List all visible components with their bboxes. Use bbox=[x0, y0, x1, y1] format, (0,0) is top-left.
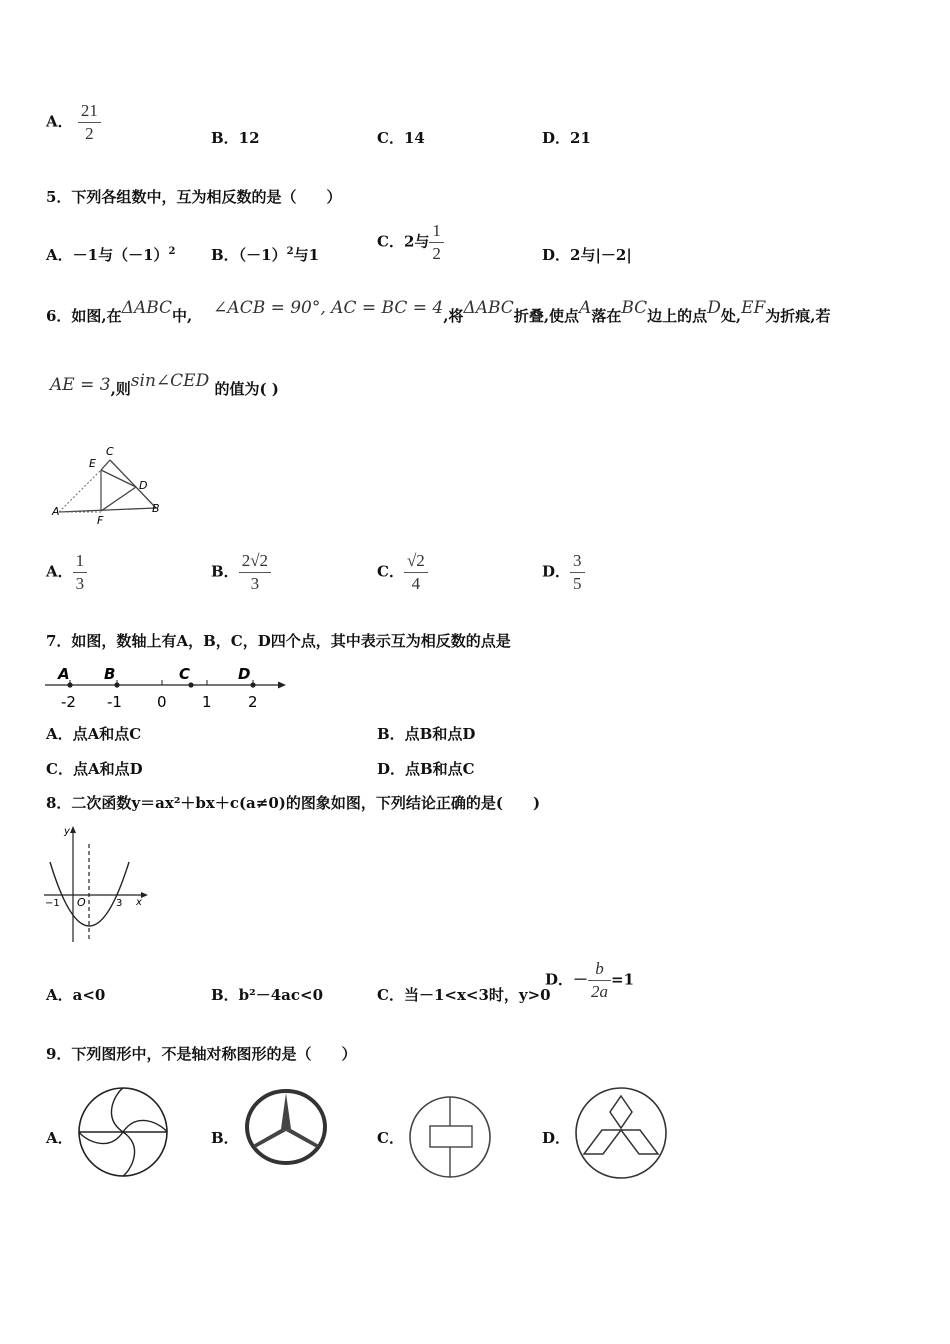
q8-option-c: C．当－1<x<3时，y>0 bbox=[377, 986, 551, 1004]
q6-math: ΔABC bbox=[121, 298, 173, 318]
q6-stem-line2 bbox=[50, 371, 279, 399]
q9-figure-d bbox=[572, 1084, 670, 1182]
q6-option-a-fraction bbox=[73, 550, 88, 595]
tick-label: -1 bbox=[107, 693, 122, 711]
q6-text: ,将 bbox=[443, 307, 464, 325]
point-d-label: D bbox=[238, 665, 251, 683]
q6-math: sin∠CED bbox=[130, 371, 210, 391]
q6-stem-line1 bbox=[46, 298, 831, 326]
q5-option-a bbox=[46, 244, 175, 265]
q4-option-b: B．12 bbox=[211, 129, 260, 147]
q5-option-a-text: A．－1与（－1） bbox=[46, 246, 169, 264]
q9-option-c-label: C． bbox=[377, 1129, 404, 1147]
q6-text: 折叠,使点 bbox=[513, 307, 580, 325]
tick-label: 0 bbox=[157, 693, 167, 711]
q6-text: 中, bbox=[172, 307, 193, 325]
q8-stem: 8．二次函数y＝ax²＋bx＋c(a≠0)的图象如图，下列结论正确的是( ) bbox=[46, 794, 541, 812]
tick-3: 3 bbox=[116, 898, 123, 909]
q6-option-b bbox=[211, 550, 271, 595]
q5-option-c bbox=[377, 220, 444, 265]
q6-text: 的值为( ) bbox=[214, 380, 279, 398]
q6-option-d-label: D． bbox=[542, 562, 571, 581]
q9-figure-c bbox=[406, 1093, 494, 1181]
origin-label: O bbox=[77, 896, 86, 909]
q5-option-c-text: C．2与 bbox=[377, 232, 430, 251]
y-axis-label: y bbox=[64, 826, 70, 837]
q7-option-c: C．点A和点D bbox=[46, 760, 143, 778]
q6-text: 处, bbox=[720, 307, 742, 325]
denominator: 5 bbox=[573, 574, 582, 593]
q6-text: 边上的点 bbox=[647, 307, 708, 325]
denominator: 3 bbox=[75, 574, 85, 593]
q4-option-a-label: A． bbox=[46, 112, 73, 131]
tick-label: 1 bbox=[202, 693, 212, 711]
q9-figure-b bbox=[243, 1087, 329, 1167]
tick-label: 2 bbox=[248, 693, 258, 711]
label-b: B bbox=[152, 502, 160, 515]
q6-text: ,则 bbox=[110, 380, 131, 398]
q6-math: A bbox=[579, 298, 592, 318]
q4-option-a-fraction bbox=[78, 100, 101, 145]
label-c: C bbox=[106, 445, 114, 458]
q8-option-d-label: D．－ bbox=[545, 970, 589, 989]
q6-math: EF bbox=[741, 298, 766, 318]
label-a: A bbox=[52, 505, 60, 518]
q7-number-line bbox=[40, 660, 300, 712]
q6-math: ΔABC bbox=[463, 298, 514, 318]
denominator: 3 bbox=[250, 574, 260, 593]
q6-option-d-fraction bbox=[570, 550, 585, 595]
q7-stem: 7．如图，数轴上有A，B，C，D四个点，其中表示互为相反数的点是 bbox=[46, 632, 511, 650]
numerator: b bbox=[588, 958, 611, 981]
q4-option-c: C．14 bbox=[377, 129, 425, 147]
q5-option-b-sup: 2 bbox=[286, 246, 294, 257]
numerator: 2√2 bbox=[239, 550, 271, 573]
numerator: √2 bbox=[404, 550, 428, 573]
q6-text: 为折痕,若 bbox=[765, 307, 831, 325]
denominator: 2a bbox=[591, 982, 609, 1001]
label-d: D bbox=[139, 479, 148, 492]
q6-option-c-fraction bbox=[404, 550, 428, 595]
x-axis-label: x bbox=[136, 897, 142, 908]
q6-option-a-label: A． bbox=[46, 562, 73, 581]
q6-math: BC bbox=[621, 298, 648, 318]
q7-option-b: B．点B和点D bbox=[377, 725, 476, 743]
q9-stem: 9．下列图形中，不是轴对称图形的是（ ） bbox=[46, 1045, 357, 1063]
denominator: 4 bbox=[411, 574, 421, 593]
q8-parabola-graph bbox=[40, 820, 160, 950]
tick-label: -2 bbox=[61, 693, 76, 711]
q5-option-c-fraction bbox=[429, 220, 444, 265]
q5-option-b-tail: 与1 bbox=[293, 246, 320, 264]
q6-math: AE = 3 bbox=[50, 375, 111, 395]
q8-option-d bbox=[545, 958, 634, 1003]
q5-option-b bbox=[211, 244, 319, 265]
point-b-label: B bbox=[104, 665, 116, 683]
denominator: 2 bbox=[85, 124, 94, 143]
q8-option-b: B．b²－4ac<0 bbox=[211, 986, 324, 1004]
q8-option-d-tail: =1 bbox=[611, 970, 635, 989]
q6-triangle-figure bbox=[44, 440, 174, 530]
q8-option-a: A．a<0 bbox=[46, 986, 106, 1004]
q6-option-c bbox=[377, 550, 428, 595]
q9-option-b-label: B． bbox=[211, 1129, 239, 1147]
q6-math: D bbox=[707, 298, 721, 318]
q6-option-a bbox=[46, 550, 87, 595]
q6-text: 落在 bbox=[591, 307, 622, 325]
q5-stem: 5．下列各组数中，互为相反数的是（ ） bbox=[46, 188, 342, 206]
q6-option-b-label: B． bbox=[211, 562, 239, 581]
label-e: E bbox=[89, 457, 96, 470]
q5-option-d: D．2与|－2| bbox=[542, 246, 632, 264]
q5-option-b-text: B．（－1） bbox=[211, 246, 287, 264]
numerator: 1 bbox=[429, 220, 444, 243]
q6-option-d bbox=[542, 550, 585, 595]
denominator: 2 bbox=[432, 244, 441, 263]
label-f: F bbox=[97, 514, 104, 527]
q6-math: ∠ACB = 90°, AC = BC = 4 bbox=[213, 298, 444, 318]
point-a-label: A bbox=[58, 665, 70, 683]
point-c-label: C bbox=[179, 665, 191, 683]
q8-option-d-fraction bbox=[588, 958, 611, 1003]
numerator: 3 bbox=[570, 550, 585, 573]
q6-option-b-fraction bbox=[239, 550, 271, 595]
q5-option-a-sup: 2 bbox=[168, 246, 176, 257]
q9-option-a-label: A． bbox=[46, 1129, 73, 1147]
numerator: 1 bbox=[73, 550, 88, 573]
q6-text: 6．如图,在 bbox=[46, 307, 122, 325]
q9-option-d-label: D． bbox=[542, 1129, 571, 1147]
tick-minus1: −1 bbox=[45, 898, 60, 909]
q6-option-c-label: C． bbox=[377, 562, 404, 581]
numerator: 21 bbox=[78, 100, 101, 123]
q7-option-a: A．点A和点C bbox=[46, 725, 142, 743]
q4-option-d: D．21 bbox=[542, 129, 591, 147]
q4-option-a bbox=[46, 100, 101, 145]
q7-option-d: D．点B和点C bbox=[377, 760, 475, 778]
q9-figure-a bbox=[76, 1085, 170, 1179]
